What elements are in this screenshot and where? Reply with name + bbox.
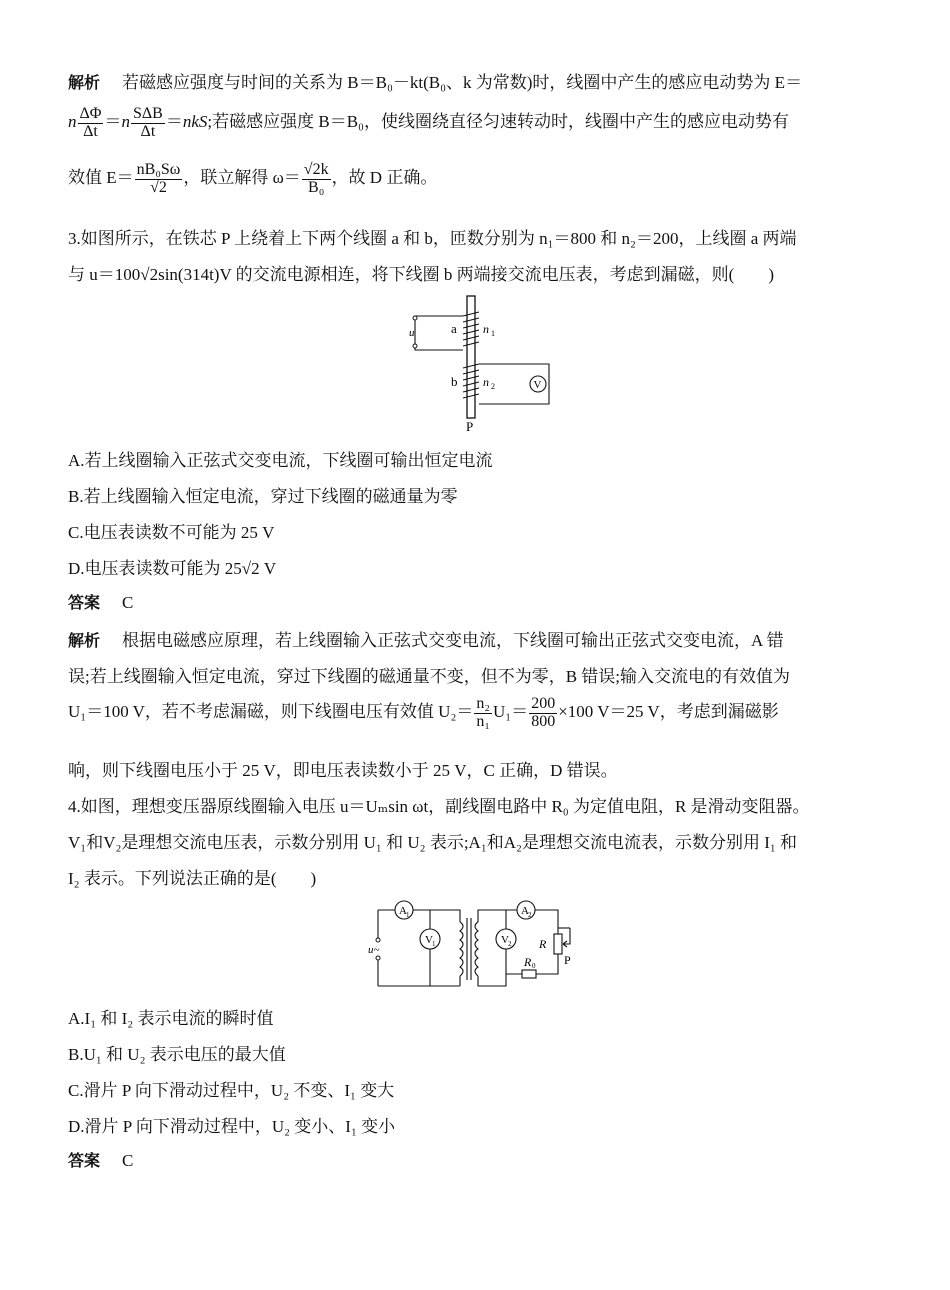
label-a2-sub: 2 <box>528 911 532 919</box>
q4-answer-line <box>68 1148 133 1171</box>
q4-stem-3: I₂ 表示。下列说法正确的是( ) <box>68 869 317 888</box>
q4-answer: C <box>122 1151 134 1170</box>
label-p: P <box>466 419 474 434</box>
rheostat-r <box>554 934 562 954</box>
q3-option-b: B.若上线圈输入恒定电流，穿过下线圈的磁通量为零 <box>68 487 458 506</box>
q3-stem-1: 3.如图所示，在铁芯 P 上绕着上下两个线圈 a 和 b，匝数分别为 n₁＝800 和 n₂＝200，上线圈 a 两端 <box>68 229 797 248</box>
q4-option-c: C.滑片 P 向下滑动过程中，U₂ 不变、I₁ 变大 <box>68 1081 395 1100</box>
analysis-1-text-2: ;若磁感应强度 B＝B₀，使线圈绕直径匀速转动时，线圈中产生的感应电动势有 <box>207 112 789 132</box>
label-v1-sub: 1 <box>432 940 436 948</box>
label-r0: R <box>524 955 532 969</box>
answer-label: 答案 <box>68 593 101 612</box>
label-v2-sub: 2 <box>508 940 512 948</box>
fraction-n2-n1: $\frac{\text{n₂}}{\text{n₁}}$ <box>476 695 490 730</box>
label-n1-sub: 1 <box>491 329 495 338</box>
fraction-200-800: $\frac{200}{800}$ <box>531 695 556 730</box>
q3-analysis-line-4: 响，则下线圈电压小于 25 V，即电压表读数小于 25 V，C 正确，D 错误。 <box>68 761 618 780</box>
analysis-label: 解析 <box>68 73 101 92</box>
fraction-nb0sw-root2: $\frac{\text{nB₀Sω}}{√2}$ <box>136 161 181 196</box>
q3-transformer-figure <box>403 294 553 434</box>
label-u: u <box>409 327 415 339</box>
label-n1: n <box>483 322 489 336</box>
q3-answer-line <box>68 590 133 613</box>
analysis-1-line-3 <box>68 162 437 197</box>
label-a2: A <box>521 905 529 917</box>
q3-option-c: C.电压表读数不可能为 25 V <box>68 523 275 542</box>
analysis-1-text-3b: ，联立解得 ω＝ <box>183 168 301 188</box>
analysis-1-text-3c: ，故 D 正确。 <box>331 168 438 188</box>
q3-analysis-text-3c: ×100 V＝25 V，考虑到漏磁影 <box>558 702 779 722</box>
q3-analysis-text-3a: U₁＝100 V，若不考虑漏磁，则下线圈电压有效值 U₂＝ <box>68 702 474 722</box>
q3-answer: C <box>122 593 134 612</box>
analysis-label-2: 解析 <box>68 631 101 650</box>
secondary-coil <box>475 922 478 976</box>
q3-analysis-line-1 <box>68 626 784 651</box>
coil-b <box>463 364 479 398</box>
q3-analysis-text-1: 根据电磁感应原理，若上线圈输入正弦式交变电流，下线圈可输出正弦式交变电流，A 错 <box>122 631 784 650</box>
label-a1: A <box>399 905 407 917</box>
fraction-dphi-dt: $\frac{\Delta\Phi}{\Delta t}$ <box>79 105 102 140</box>
label-a1-sub: 1 <box>406 911 410 919</box>
label-r0-sub: 0 <box>532 962 536 970</box>
q3-analysis-line-2: 误;若上线圈输入恒定电流，穿过下线圈的磁通量不变，但不为零，B 错误;输入交流电的有效值为 <box>68 667 791 686</box>
answer-label-2: 答案 <box>68 1151 101 1170</box>
label-n2-sub: 2 <box>491 382 495 391</box>
analysis-1-text-1: 若磁感应强度与时间的关系为 B＝B₀－kt(B₀、k 为常数)时，线圈中产生的感应电动势为 E＝ <box>122 73 803 92</box>
q4-option-d: D.滑片 P 向下滑动过程中，U₂ 变小、I₁ 变小 <box>68 1117 396 1136</box>
q4-stem-1: 4.如图，理想变压器原线圈输入电压 u＝Uₘsin ωt，副线圈电路中 R₀ 为定值电阻，R 是滑动变阻器。 <box>68 797 810 816</box>
fraction-s-db-dt: $\frac{\text{SΔB}}{\Delta t}$ <box>132 105 163 140</box>
label-r: R <box>539 937 547 951</box>
label-v1: V <box>425 934 433 946</box>
fraction-root2k-b0: $\frac{√2k}{\text{B₀}}$ <box>303 161 329 196</box>
analysis-1-text-3a: 效值 E＝ <box>68 168 134 188</box>
q3-analysis-line-3 <box>68 696 779 731</box>
q4-option-a: A.I₁ 和 I₂ 表示电流的瞬时值 <box>68 1009 274 1028</box>
q4-stem-2: V₁和V₂是理想交流电压表，示数分别用 U₁ 和 U₂ 表示;A₁和A₂是理想交流电流表，示数分别用 I₁ 和 <box>68 833 798 852</box>
resistor-r0 <box>522 970 536 978</box>
label-n2: n <box>483 375 489 389</box>
q3-analysis-text-3b: U₁＝ <box>492 702 529 722</box>
analysis-1-line-2: n $\frac{\Delta\Phi}{\Delta t}$ ＝n $\frac{\text{SΔB}}{\Delta t}$ ＝nkS;若磁感应强度 B＝B₀，使线圈绕直径匀速转动时，线圈中产生的感应电动势有 <box>68 105 789 140</box>
q3-stem-2: 与 u＝100√2sin(314t)V 的交流电源相连，将下线圈 b 两端接交流电压表，考虑到漏磁，则( ) <box>68 265 775 284</box>
analysis-1-line-1 <box>68 68 802 93</box>
q3-option-d: D.电压表读数可能为 25√2 V <box>68 559 277 578</box>
label-b: b <box>451 374 458 389</box>
label-v2: V <box>501 934 509 946</box>
primary-coil <box>460 922 463 976</box>
label-a: a <box>451 321 457 336</box>
label-v: V <box>533 379 542 391</box>
label-p-slider: P <box>564 953 571 967</box>
coil-a <box>463 312 479 346</box>
q4-transformer-figure <box>368 896 583 996</box>
q4-option-b: B.U₁ 和 U₂ 表示电压的最大值 <box>68 1045 286 1064</box>
q3-option-a: A.若上线圈输入正弦式交变电流，下线圈可输出恒定电流 <box>68 451 493 470</box>
label-u-source: u~ <box>368 944 380 956</box>
